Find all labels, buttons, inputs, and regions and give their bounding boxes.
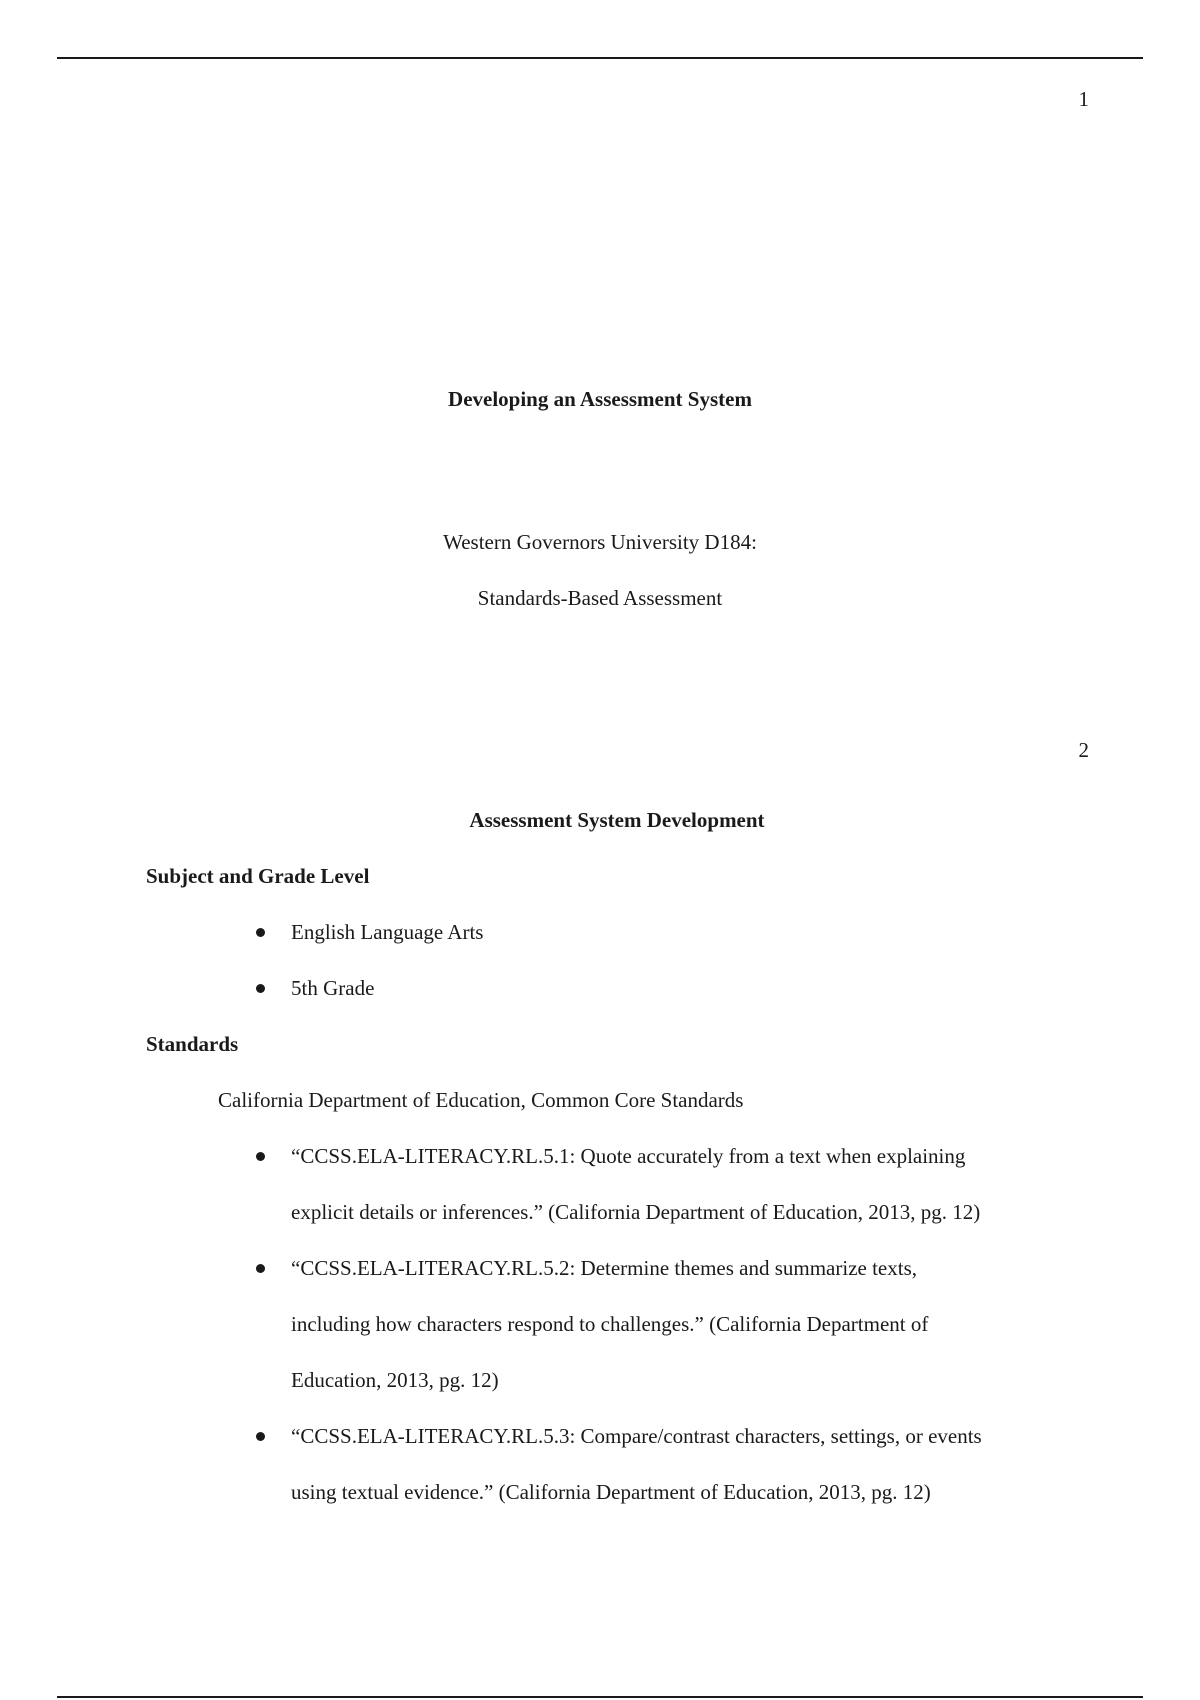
standard-rl53-line2: using textual evidence.” (California Department of Education, 2013, pg. 12) xyxy=(291,1480,931,1504)
section-heading: Assessment System Development xyxy=(469,808,765,832)
page-number-1: 1 xyxy=(1078,87,1089,111)
standard-rl52-line2: including how characters respond to challenges.” (California Department of xyxy=(291,1312,929,1336)
top-page-rule xyxy=(57,57,1143,59)
standards-intro: California Department of Education, Common Core Standards xyxy=(218,1088,744,1112)
bottom-page-rule xyxy=(57,1696,1143,1698)
bullet-icon xyxy=(256,1152,265,1161)
standard-rl52-line3: Education, 2013, pg. 12) xyxy=(291,1368,499,1392)
subject-grade-heading: Subject and Grade Level xyxy=(146,864,370,888)
standards-heading: Standards xyxy=(146,1032,239,1056)
institution-line: Western Governors University D184: xyxy=(443,530,757,554)
page-number-2: 2 xyxy=(1078,738,1089,762)
grade-item: 5th Grade xyxy=(291,976,375,1000)
subject-item: English Language Arts xyxy=(291,920,484,944)
bullet-icon xyxy=(256,1264,265,1273)
standard-rl52-line1: “CCSS.ELA-LITERACY.RL.5.2: Determine themes and summarize texts, xyxy=(291,1256,918,1280)
bullet-icon xyxy=(256,928,265,937)
document-title: Developing an Assessment System xyxy=(448,387,752,411)
standard-rl53-line1: “CCSS.ELA-LITERACY.RL.5.3: Compare/contrast characters, settings, or events xyxy=(291,1424,982,1448)
standard-rl51-line2: explicit details or inferences.” (California Department of Education, 2013, pg. 12) xyxy=(291,1200,981,1224)
course-line: Standards-Based Assessment xyxy=(477,586,723,610)
standard-rl51-line1: “CCSS.ELA-LITERACY.RL.5.1: Quote accurately from a text when explaining xyxy=(291,1144,966,1168)
bullet-icon xyxy=(256,1432,265,1441)
bullet-icon xyxy=(256,984,265,993)
